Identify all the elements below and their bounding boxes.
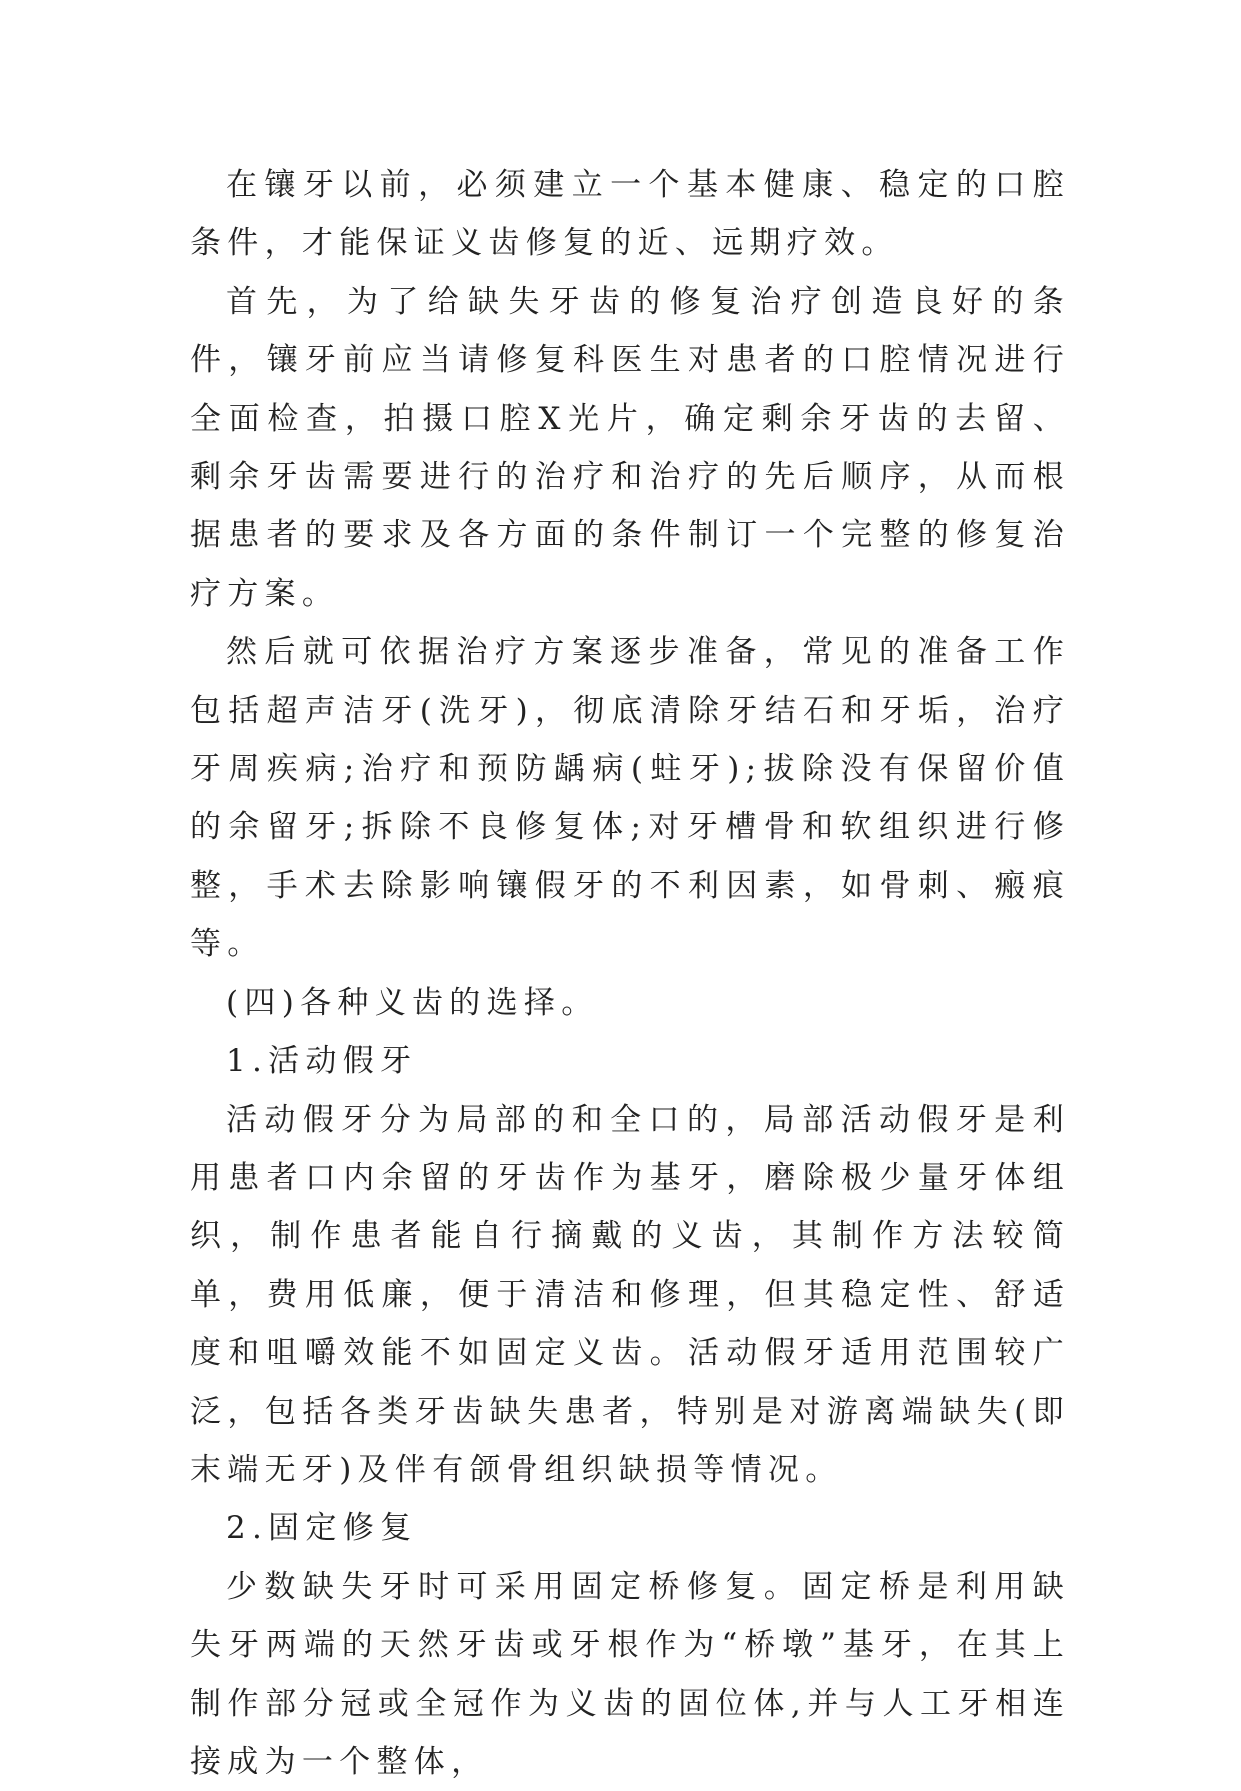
paragraph-2: 首先，为了给缺失牙齿的修复治疗创造良好的条件，镶牙前应当请修复科医生对患者的口腔情况进行全面检查，拍摄口腔X光片，确定剩余牙齿的去留、剩余牙齿需要进行的治疗和治疗的先后顺序，从而根据患者的要求及各方面的条件制订一个完整的修复治疗方案。 [190, 283, 1070, 612]
subheading-removable-denture: 1.活动假牙 [226, 1043, 418, 1080]
paragraph-removable-denture: 活动假牙分为局部的和全口的，局部活动假牙是利用患者口内余留的牙齿作为基牙，磨除极少量牙体组织，制作患者能自行摘戴的义齿，其制作方法较简单，费用低廉，便于清洁和修理，但其稳定性、舒适度和咀嚼效能不如固定义齿。活动假牙适用范围较广泛，包括各类牙齿缺失患者，特别是对游离端缺失(即末端无牙)及伴有颌骨组织缺损等情况。 [190, 1101, 1070, 1488]
paragraph-1: 在镶牙以前，必须建立一个基本健康、稳定的口腔条件，才能保证义齿修复的近、远期疗效。 [190, 167, 1070, 262]
document-body [190, 156, 1070, 1791]
subheading-fixed-restoration: 2.固定修复 [226, 1510, 418, 1547]
paragraph-fixed-restoration: 少数缺失牙时可采用固定桥修复。固定桥是利用缺失牙两端的天然牙齿或牙根作为“桥墩”基牙，在其上制作部分冠或全冠作为义齿的固位体,并与人工牙相连接成为一个整体， [190, 1568, 1070, 1780]
paragraph-3: 然后就可依据治疗方案逐步准备，常见的准备工作包括超声洁牙(洗牙)，彻底清除牙结石和牙垢，治疗牙周疾病;治疗和预防龋病(蛀牙);拔除没有保留价值的余留牙;拆除不良修复体;对牙槽骨和软组织进行修整，手术去除影响镶假牙的不利因素，如骨刺、瘢痕等。 [190, 634, 1070, 963]
section-heading-4: (四)各种义齿的选择。 [226, 984, 599, 1021]
